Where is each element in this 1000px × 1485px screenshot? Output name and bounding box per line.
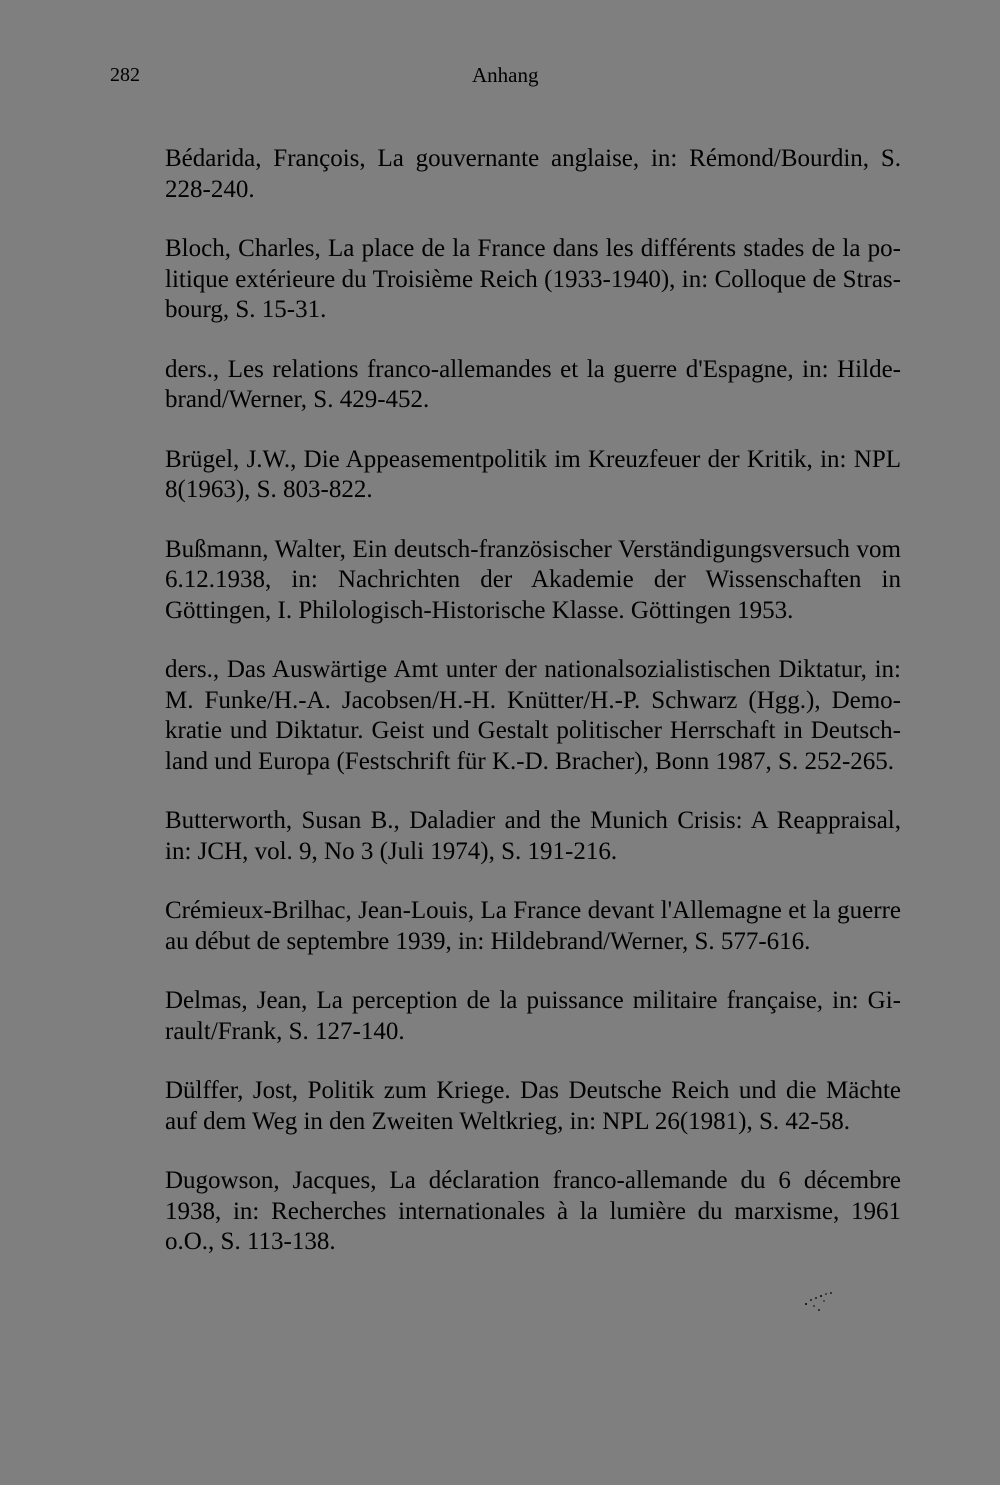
bibliography-entry: Crémieux-Brilhac, Jean-Louis, La France devant l'Allemagne et la guerre au début de septembre 1939, in: Hildebrand/Werner, S. 577-616. [165,897,901,955]
scan-specks [802,1290,838,1314]
running-head [0,62,1000,92]
bibliography-entry: Bloch, Charles, La place de la France dans les différents stades de la politique extérieure du Troisième Reich (1933-1940), in: Colloque de Strasbourg, S. 15-31. [165,235,901,323]
page-number: 282 [110,64,140,86]
bibliography-entry: Bédarida, François, La gouvernante anglaise, in: Rémond/Bourdin, S. 228-240. [165,145,901,203]
bibliography-list [165,144,901,1287]
running-head-title: Anhang [472,63,539,87]
bibliography-entry: Dülffer, Jost, Politik zum Kriege. Das Deutsche Reich und die Mächte auf dem Weg in den Zweiten Weltkrieg, in: NPL 26(1981), S. 42-58. [165,1077,901,1135]
bibliography-entry: Brügel, J.W., Die Appeasementpolitik im Kreuzfeuer der Kritik, in: NPL 8(1963), S. 803-822. [165,445,901,503]
bibliography-entry: Delmas, Jean, La perception de la puissance militaire française, in: Girault/Frank, S. 127-140. [165,987,901,1045]
bibliography-entry: ders., Das Auswärtige Amt unter der nationalsozialistischen Diktatur, in: M. Funke/H.-A. Jacobsen/H.-H. Knütter/H.-P. Schwarz (Hgg.), Demokratie und Diktatur. Geist und Gestalt politischer Herrschaft in Deutschland und Europa (Festschrift für K.-D. Bracher), Bonn 1987, S. 252-265. [165,656,901,775]
bibliography-entry: Butterworth, Susan B., Daladier and the Munich Crisis: A Reappraisal, in: JCH, vol. 9, No 3 (Juli 1974), S. 191-216. [165,807,901,865]
bibliography-entry: ders., Les relations franco-allemandes et la guerre d'Espagne, in: Hildebrand/Werner, S. 429-452. [165,355,901,413]
bibliography-entry: Dugowson, Jacques, La déclaration franco-allemande du 6 décembre 1938, in: Recherches internationales à la lumière du marxisme, 1961 o.O., S. 113-138. [165,1167,901,1255]
bibliography-entry: Bußmann, Walter, Ein deutsch-französischer Verständigungsversuch vom 6.12.1938, in: Nachrichten der Akademie der Wissenschaften in Göttingen, I. Philologisch-Historische Klasse. Göttingen 1953. [165,535,901,624]
